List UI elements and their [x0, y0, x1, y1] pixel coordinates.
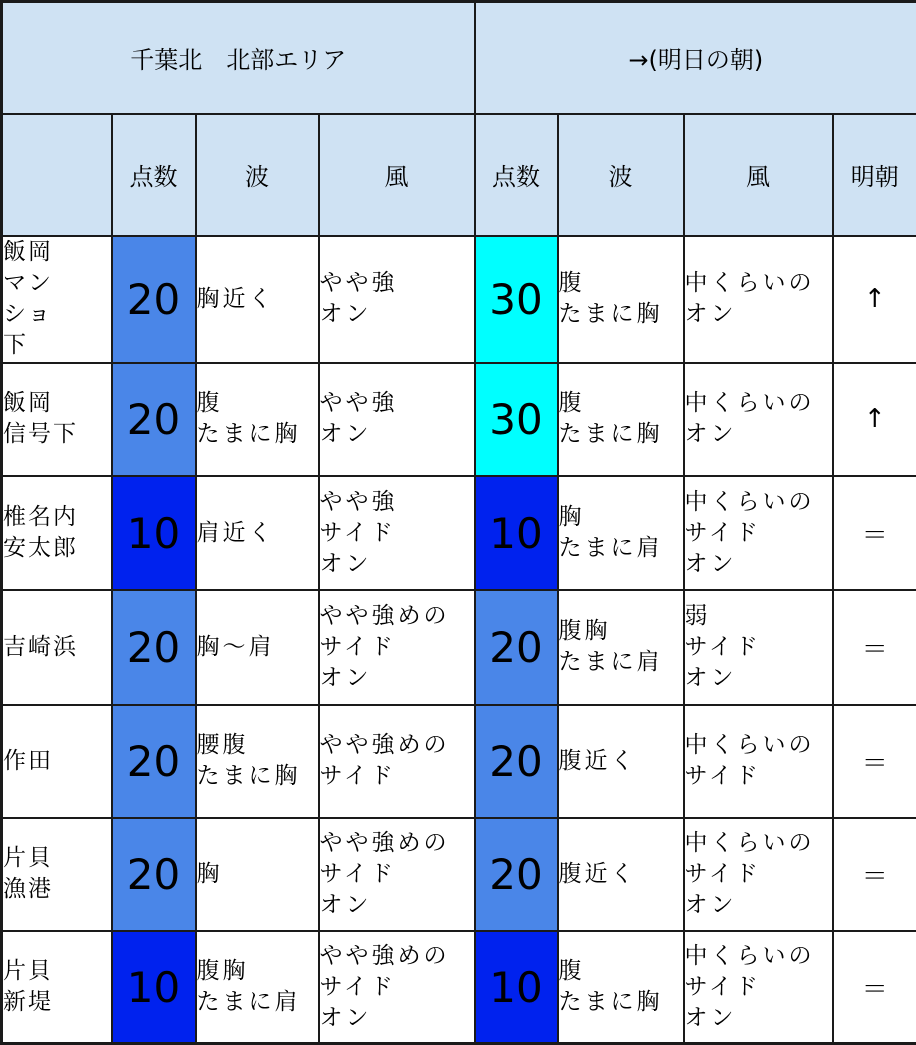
trend-cell: ＝: [833, 931, 916, 1043]
table-row: [2, 818, 916, 931]
wave-cell: 腹 たまに胸: [196, 363, 319, 476]
wave-cell: 腹胸 たまに肩: [196, 931, 319, 1043]
table-row: [2, 363, 916, 476]
column-header-next-wind: 風: [684, 114, 833, 236]
table-row: [2, 931, 916, 1043]
next-wind-cell: 中くらいの サイド オン: [684, 931, 833, 1043]
column-header-score: 点数: [112, 114, 196, 236]
column-header-wave: 波: [196, 114, 319, 236]
score-cell: 20: [112, 236, 196, 362]
next-wind-cell: 中くらいの オン: [684, 363, 833, 476]
table-row: [2, 476, 916, 590]
score-cell: 20: [112, 705, 196, 818]
column-header-wind: 風: [319, 114, 475, 236]
next-wave-cell: 胸 たまに肩: [558, 476, 684, 590]
location-cell: 飯岡 信号下: [2, 363, 112, 476]
next-wave-cell: 腹 たまに胸: [558, 363, 684, 476]
next-wave-cell: 腹近く: [558, 818, 684, 931]
location-cell: 吉崎浜: [2, 590, 112, 704]
wind-cell: やや強めの サイド オン: [319, 818, 475, 931]
next-score-cell: 30: [475, 236, 558, 362]
score-cell: 20: [112, 590, 196, 704]
wave-cell: 肩近く: [196, 476, 319, 590]
forecast-header: →(明日の朝): [475, 2, 916, 114]
column-header-trend: 明朝: [833, 114, 916, 236]
next-wave-cell: 腹胸 たまに肩: [558, 590, 684, 704]
trend-cell: ＝: [833, 590, 916, 704]
trend-cell: ＝: [833, 705, 916, 818]
area-header: 千葉北 北部エリア: [2, 2, 475, 114]
table-row: [2, 590, 916, 704]
next-wave-cell: 腹近く: [558, 705, 684, 818]
wave-cell: 腰腹 たまに胸: [196, 705, 319, 818]
next-wind-cell: 中くらいの サイド オン: [684, 476, 833, 590]
next-wind-cell: 中くらいの サイド: [684, 705, 833, 818]
wind-cell: やや強めの サイド オン: [319, 931, 475, 1043]
trend-cell: ＝: [833, 818, 916, 931]
trend-cell: ↑: [833, 236, 916, 362]
score-cell: 10: [112, 476, 196, 590]
wind-cell: やや強 サイド オン: [319, 476, 475, 590]
location-cell: 飯岡 マン ショ 下: [2, 236, 112, 362]
next-score-cell: 10: [475, 476, 558, 590]
next-wave-cell: 腹 たまに胸: [558, 931, 684, 1043]
wind-cell: やや強 オン: [319, 236, 475, 362]
location-cell: 作田: [2, 705, 112, 818]
trend-cell: ＝: [833, 476, 916, 590]
next-score-cell: 30: [475, 363, 558, 476]
location-cell: 椎名内 安太郎: [2, 476, 112, 590]
table-row: [2, 705, 916, 818]
column-header-next-score: 点数: [475, 114, 558, 236]
score-cell: 20: [112, 363, 196, 476]
next-wind-cell: 中くらいの オン: [684, 236, 833, 362]
wave-cell: 胸〜肩: [196, 590, 319, 704]
wave-cell: 胸: [196, 818, 319, 931]
next-score-cell: 20: [475, 818, 558, 931]
forecast-rows: [2, 236, 916, 1043]
table-row: [2, 236, 916, 362]
column-header-location: [2, 114, 112, 236]
wind-cell: やや強めの サイド オン: [319, 590, 475, 704]
wave-cell: 胸近く: [196, 236, 319, 362]
next-score-cell: 20: [475, 705, 558, 818]
next-wind-cell: 中くらいの サイド オン: [684, 818, 833, 931]
next-wave-cell: 腹 たまに胸: [558, 236, 684, 362]
trend-cell: ↑: [833, 363, 916, 476]
next-wind-cell: 弱 サイド オン: [684, 590, 833, 704]
location-cell: 片貝 新堤: [2, 931, 112, 1043]
location-cell: 片貝 漁港: [2, 818, 112, 931]
score-cell: 20: [112, 818, 196, 931]
column-header-next-wave: 波: [558, 114, 684, 236]
wind-cell: やや強めの サイド: [319, 705, 475, 818]
next-score-cell: 10: [475, 931, 558, 1043]
score-cell: 10: [112, 931, 196, 1043]
next-score-cell: 20: [475, 590, 558, 704]
wind-cell: やや強 オン: [319, 363, 475, 476]
